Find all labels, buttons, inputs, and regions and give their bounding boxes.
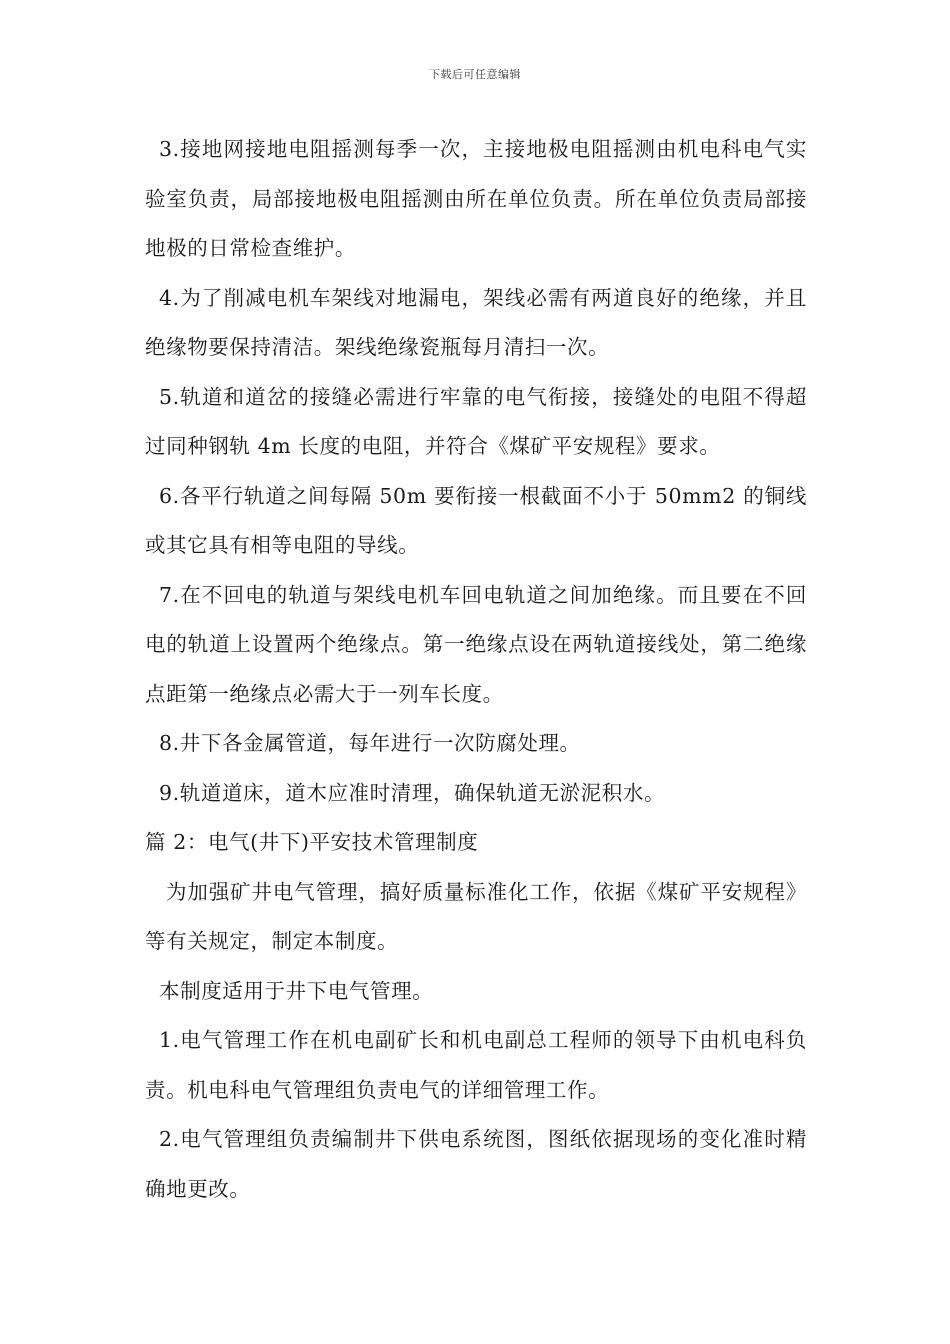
- paragraph-item-5: 5.轨道和道岔的接缝必需进行牢靠的电气衔接，接缝处的电阻不得超过同种钢轨 4m 长度的电阻，并符合《煤矿平安规程》要求。: [145, 384, 807, 458]
- section-heading: 篇 2：电气(井下)平安技术管理制度: [145, 830, 479, 854]
- document-body: [145, 125, 807, 1214]
- page-header: 下载后可任意编辑: [429, 68, 521, 81]
- rule-item-1: 1.电气管理工作在机电副矿长和机电副总工程师的领导下由机电科负责。机电科电气管理组负责电气的详细管理工作。: [145, 1028, 807, 1102]
- paragraph-item-8: 8.井下各金属管道，每年进行一次防腐处理。: [159, 731, 581, 755]
- paragraph-item-9: 9.轨道道床，道木应准时清理，确保轨道无淤泥积水。: [159, 780, 666, 805]
- paragraph-item-4: 4.为了削减电机车架线对地漏电，架线必需有两道良好的绝缘，并且绝缘物要保持清洁。架线绝缘瓷瓶每月清扫一次。: [145, 285, 807, 359]
- scope-paragraph: 本制度适用于井下电气管理。: [159, 978, 434, 1003]
- paragraph-item-6: 6.各平行轨道之间每隔 50m 要衔接一根截面不小于 50mm2 的铜线或其它具有相等电阻的导线。: [145, 483, 807, 557]
- paragraph-item-7: 7.在不回电的轨道与架线电机车回电轨道之间加绝缘。而且要在不回电的轨道上设置两个绝缘点。第一绝缘点设在两轨道接线处，第二绝缘点距第一绝缘点必需大于一列车长度。: [145, 582, 807, 706]
- rule-item-2: 2.电气管理组负责编制井下供电系统图，图纸依据现场的变化准时精确地更改。: [145, 1127, 807, 1201]
- paragraph-item-3: 3.接地网接地电阻摇测每季一次，主接地极电阻摇测由机电科电气实验室负责，局部接地极电阻摇测由所在单位负责。所在单位负责局部接地极的日常检查维护。: [145, 137, 807, 260]
- intro-paragraph: 为加强矿井电气管理，搞好质量标准化工作，依据《煤矿平安规程》等有关规定，制定本制度。: [145, 879, 807, 953]
